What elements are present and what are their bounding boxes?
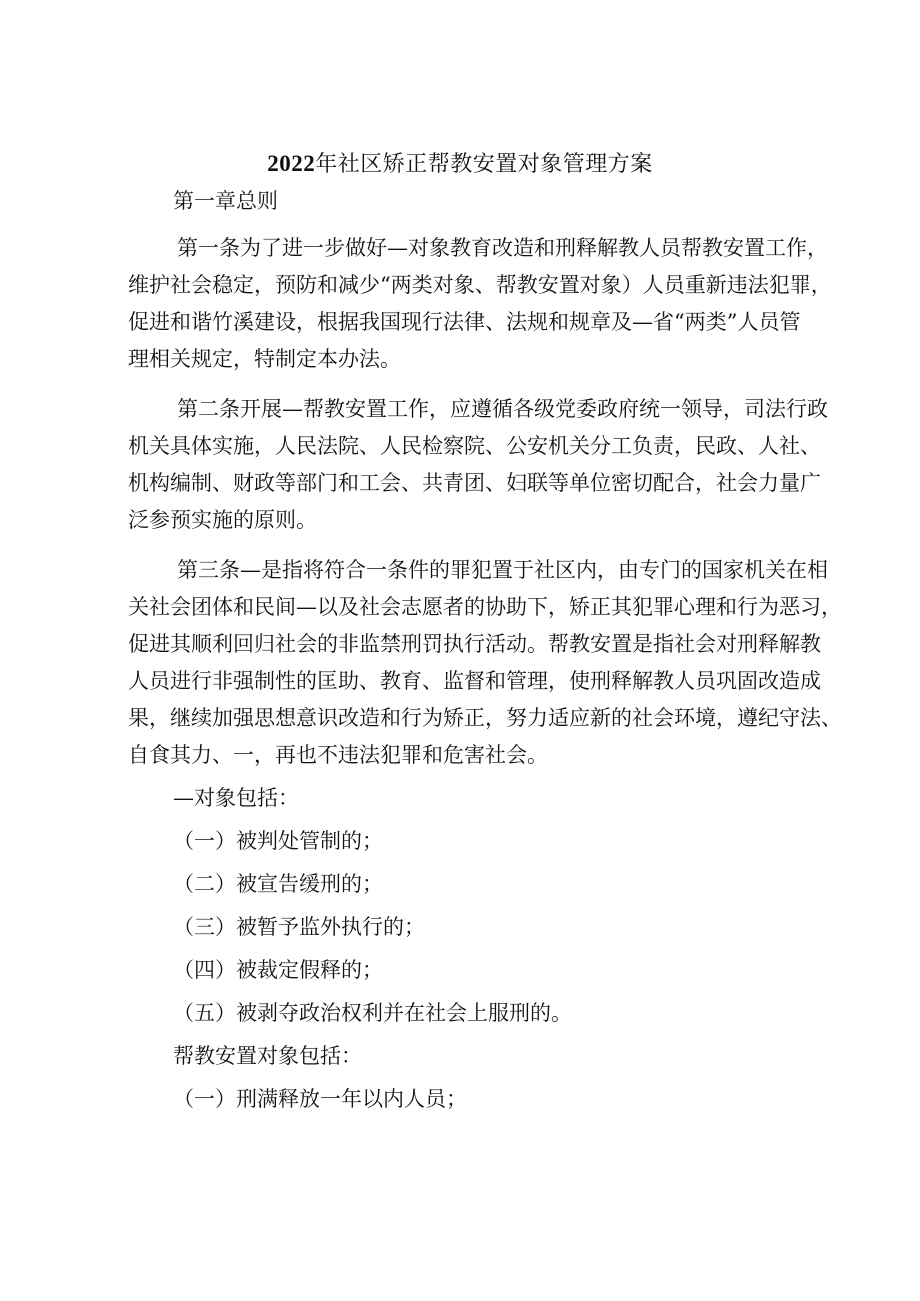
article-3-line: 关社会团体和民间—以及社会志愿者的协助下，矫正其犯罪心理和行为恶习， [128,595,842,619]
article-2-line: 第二条开展—帮教安置工作，应遵循各级党委政府统一领导，司法行政 [177,397,828,421]
document-body [128,183,842,1118]
article-2-line: 泛参预实施的原则。 [128,508,317,532]
article-3-line: 促进其顺利回归社会的非监禁刑罚执行活动。帮教安置是指社会对刑释解教 [128,632,821,656]
article-1-line: 第一条为了进一步做好—对象教育改造和刑释解教人员帮教安置工作， [177,236,828,260]
object-item: （五）被剥夺政治权利并在社会上服刑的。 [173,1001,572,1025]
objects-heading: —对象包括： [173,786,299,810]
title-text: 年社区矫正帮教安置对象管理方案 [315,152,653,177]
article-3 [128,552,842,774]
chapter-heading: 第一章总则 [173,189,278,213]
title-year: 2022 [267,151,316,176]
object-item: （一）被判处管制的； [173,829,383,853]
article-1-line: 维护社会稳定，预防和减少“两类对象、帮教安置对象）人员重新违法犯罪， [128,273,832,297]
document-title [0,147,920,178]
article-1-line: 理相关规定，特制定本办法。 [128,347,401,371]
article-3-line: 自食其力、一，再也不违法犯罪和危害社会。 [128,743,548,767]
article-2-line: 机关具体实施，人民法院、人民检察院、公安机关分工负责，民政、人社、 [128,434,821,458]
object-item: （三）被暂予监外执行的； [173,915,425,939]
object-item: （二）被宣告缓刑的； [173,872,383,896]
article-3-line: 果，继续加强思想意识改造和行为矫正，努力适应新的社会环境，遵纪守法、 [128,706,842,730]
article-2 [128,391,828,539]
article-3-line: 人员进行非强制性的匡助、教育、监督和管理，使刑释解教人员巩固改造成 [128,669,821,693]
placement-heading: 帮教安置对象包括： [173,1044,362,1068]
article-3-line: 第三条—是指将符合一条件的罪犯置于社区内，由专门的国家机关在相 [177,558,828,582]
article-2-line: 机构编制、财政等部门和工会、共青团、妇联等单位密切配合，社会力量广 [128,471,821,495]
article-1-line: 促进和谐竹溪建设，根据我国现行法律、法规和规章及—省“两类”人员管 [128,310,801,334]
object-item: （四）被裁定假释的； [173,958,383,982]
article-1 [128,230,832,378]
placement-item: （一）刑满释放一年以内人员； [173,1087,467,1111]
